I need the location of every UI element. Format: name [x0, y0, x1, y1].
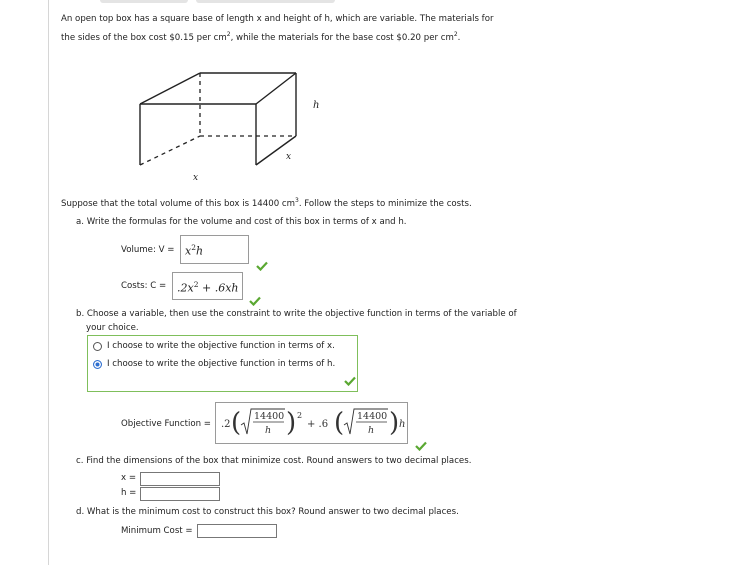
check-icon [344, 376, 356, 386]
right-top-edge [256, 73, 296, 104]
min-cost-input[interactable] [197, 524, 277, 538]
svg-text:h: h [265, 425, 272, 436]
toolbar-tab-right [196, 0, 335, 3]
hidden-bottom-left-edge [140, 136, 200, 165]
cost-answer[interactable]: $.2x^2 + .6xh$ [172, 272, 243, 300]
min-cost-label: Minimum Cost = [121, 526, 193, 536]
svg-text:14400: 14400 [254, 411, 285, 422]
svg-text:+ .6: + .6 [307, 419, 329, 430]
svg-text:h: h [368, 425, 375, 436]
svg-text:): ) [286, 408, 297, 438]
label-h: h [313, 100, 320, 111]
toolbar-tab-left [100, 0, 188, 3]
objective-expression [216, 403, 407, 443]
left-top-edge [140, 73, 200, 104]
x-answer-label: x = [121, 473, 137, 483]
part-b-prompt-line-1: b. Choose a variable, then use the constraint to write the objective function in terms of the variable of [76, 309, 517, 319]
label-x-right: x [286, 152, 292, 162]
part-c-prompt: c. Find the dimensions of the box that minimize cost. Round answers to two decimal places. [76, 456, 472, 466]
h-answer-label: h = [121, 488, 137, 498]
check-icon [256, 261, 268, 271]
costs-label: Costs: C = [121, 281, 167, 291]
option-h-label[interactable]: I choose to write the objective function in terms of h. [107, 359, 336, 369]
svg-text:2: 2 [297, 411, 303, 420]
check-icon [249, 296, 261, 306]
part-a-prompt: a. Write the formulas for the volume and cost of this box in terms of x and h. [76, 217, 407, 227]
h-answer-input[interactable] [140, 487, 220, 501]
check-icon [415, 441, 427, 451]
setup-text: Suppose that the total volume of this box is 14400 $cm^3$. Follow the steps to minimize the costs. [61, 197, 472, 209]
svg-text:(: ( [231, 408, 242, 438]
problem-line-1: An open top box has a square base of length x and height of h, which are variable. The materials for [61, 14, 494, 24]
objective-label: Objective Function = [121, 419, 211, 429]
box-diagram [130, 66, 330, 184]
x-answer-input[interactable] [140, 472, 220, 486]
label-x-bottom: x [193, 173, 199, 183]
svg-text:(: ( [334, 408, 345, 438]
svg-text:14400: 14400 [357, 411, 388, 422]
volume-answer[interactable]: $x^2h$ [180, 235, 249, 264]
radio-option-h[interactable] [93, 360, 102, 369]
svg-text:): ) [389, 408, 400, 438]
objective-answer[interactable] [215, 402, 408, 444]
radio-option-x[interactable] [93, 342, 102, 351]
part-d-prompt: d. What is the minimum cost to construct this box? Round answer to two decimal places. [76, 507, 459, 517]
svg-text:.2: .2 [221, 419, 231, 430]
volume-label: Volume: V = [121, 245, 175, 255]
part-b-prompt-line-2: your choice. [86, 323, 139, 333]
problem-line-2: the sides of the box cost $0.15 per $cm^2$, while the materials for the base cost $0.20 per $cm^2$. [61, 31, 461, 43]
option-x-label[interactable]: I choose to write the objective function in terms of x. [107, 341, 335, 351]
svg-text:h: h [399, 419, 406, 430]
